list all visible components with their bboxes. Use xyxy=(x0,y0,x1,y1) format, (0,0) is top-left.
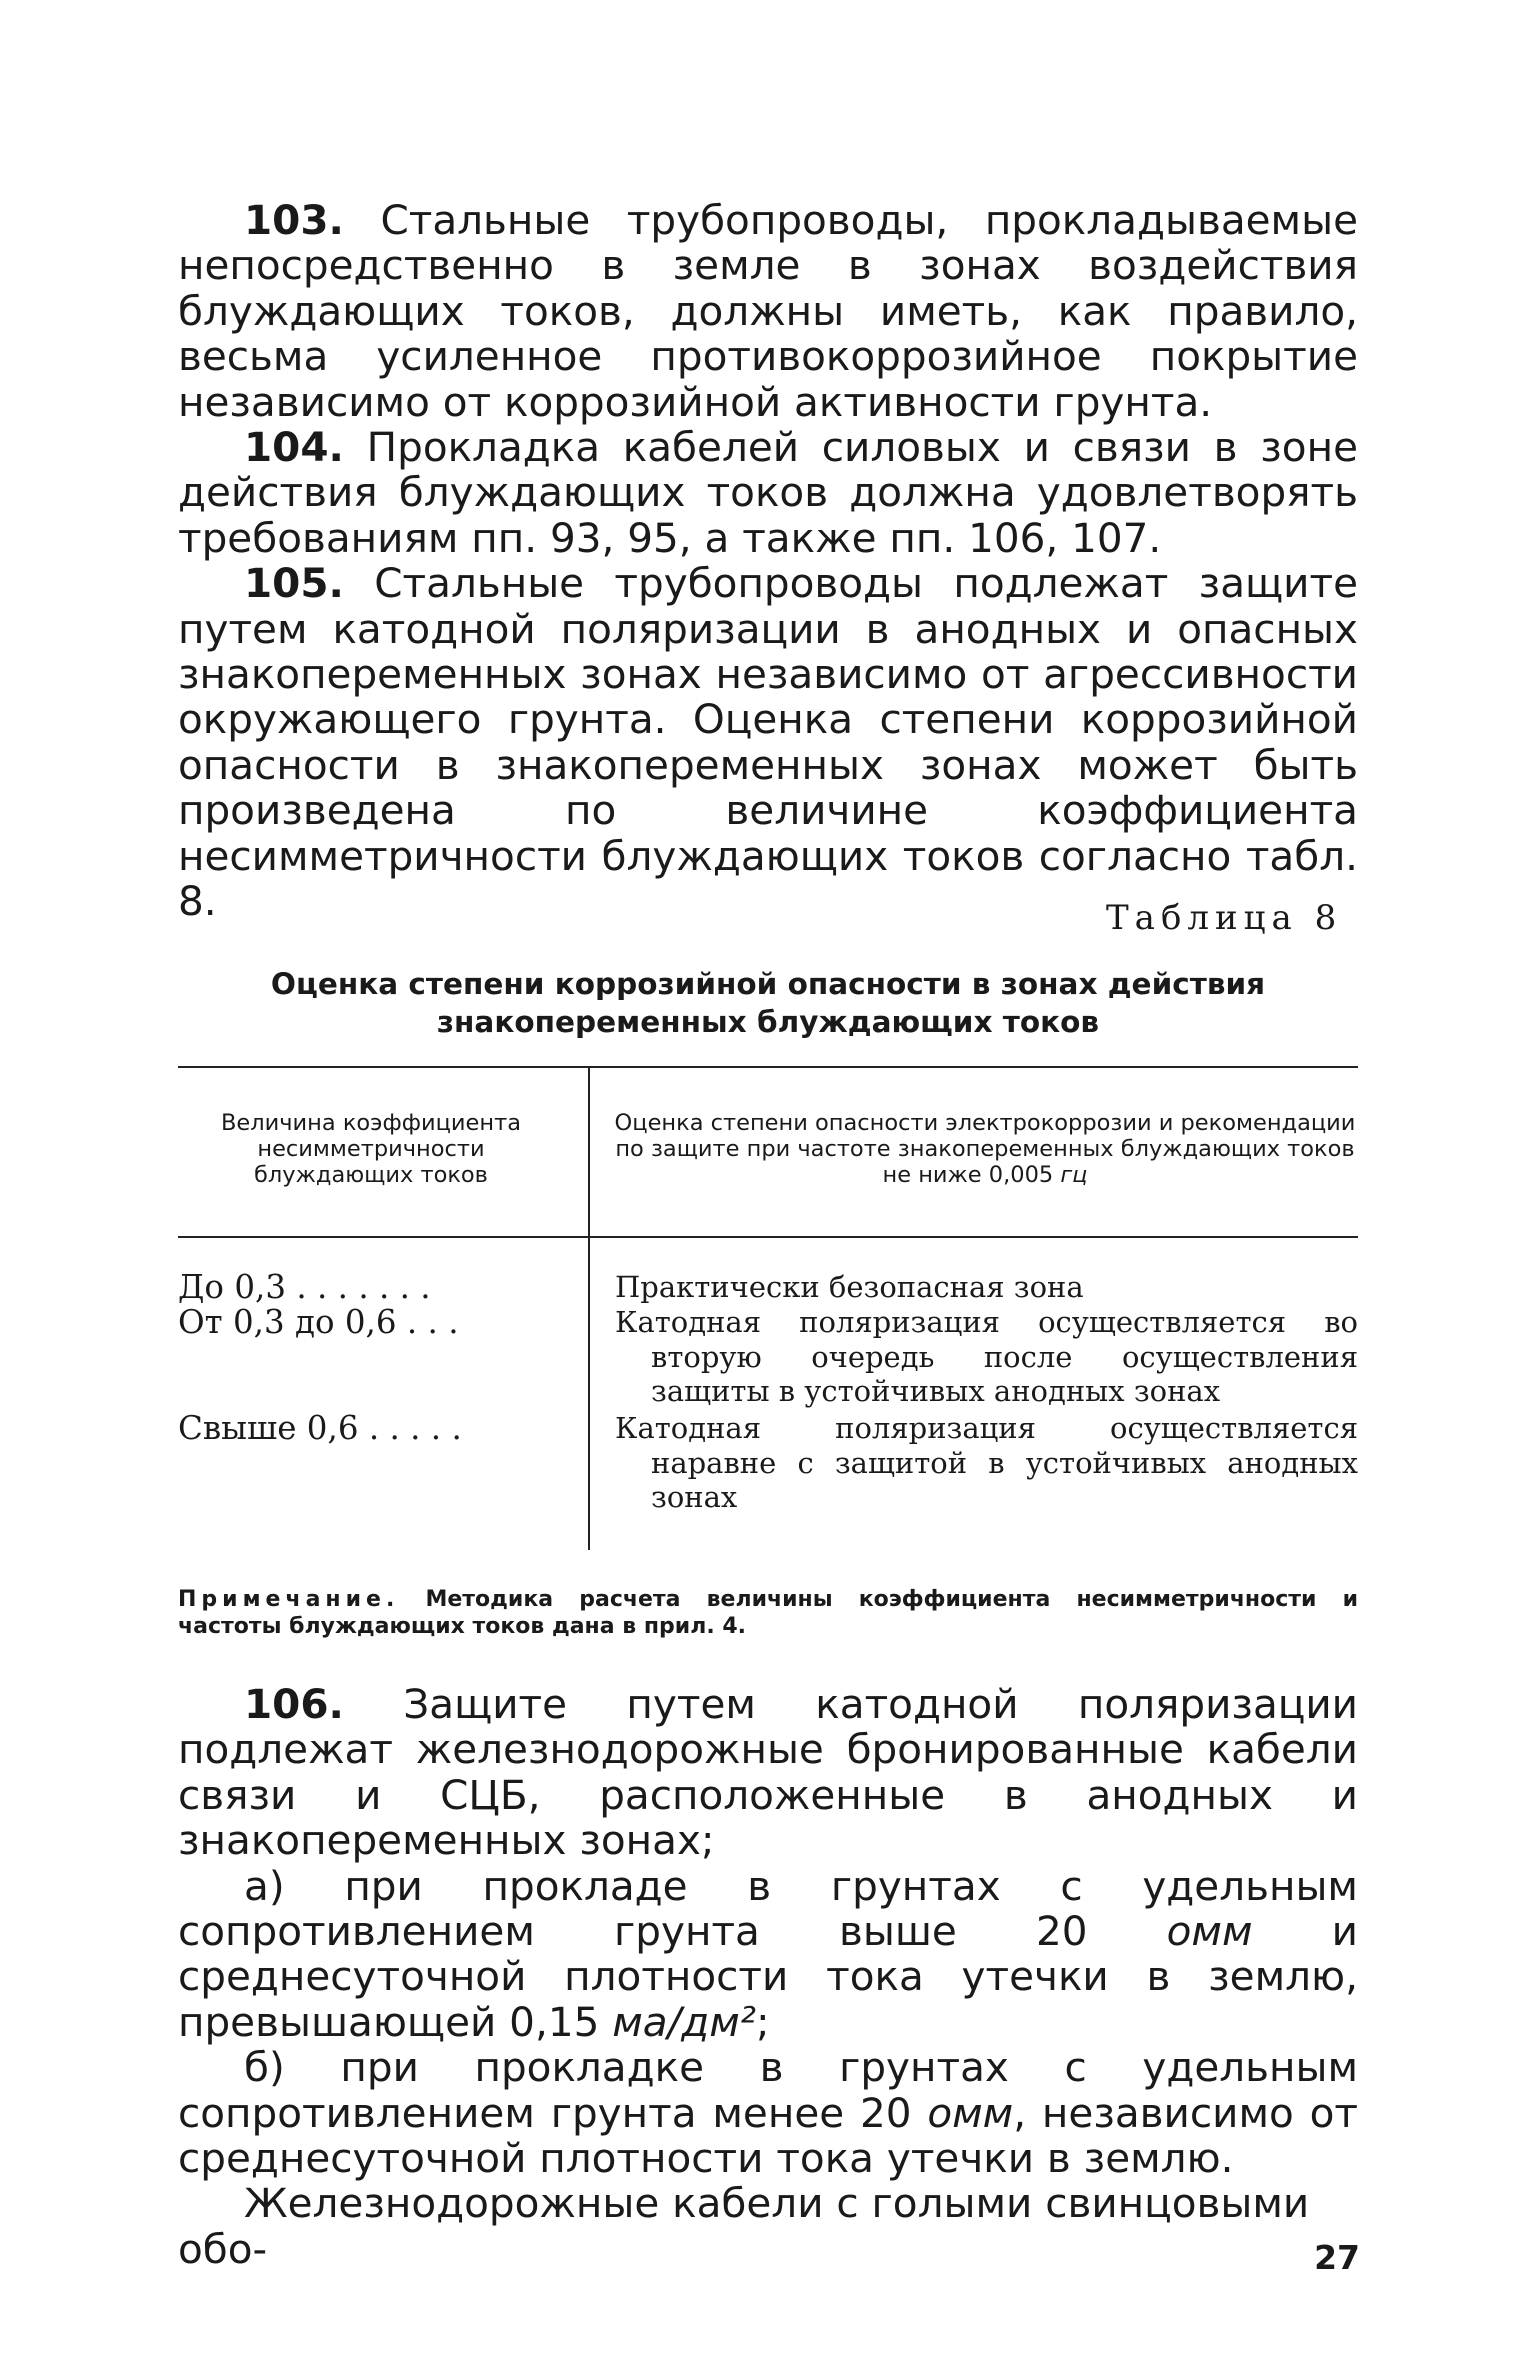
table-body-divider xyxy=(588,1238,590,1550)
table-row-3-assessment: Катодная поляризация осуществляется наравне с защитой в устойчивых анодных зонах xyxy=(615,1411,1358,1514)
paragraph-104 xyxy=(178,425,1358,561)
table-header-divider xyxy=(588,1066,590,1236)
paragraph-105 xyxy=(178,561,1358,924)
table-row-1-value: До 0,3 . . . . . . . xyxy=(178,1268,431,1306)
paragraph-number: 105. xyxy=(244,559,344,608)
table-caption: Оценка степени коррозийной опасности в зонах действия знакопеременных блуждающих токов xyxy=(270,967,1266,1039)
body-text-bottom xyxy=(178,1682,1358,2272)
table-row-1-assessment: Практически безопасная зона xyxy=(615,1270,1084,1304)
table-header-coefficient: Величина коэффициента несимметричности блуждающих токов xyxy=(220,1110,522,1188)
table-label: Таблица 8 xyxy=(1106,898,1343,938)
table-row-2-value: От 0,3 до 0,6 . . . xyxy=(178,1303,459,1341)
table-header-assessment: Оценка степени опасности электрокоррозии и рекомендации по защите при частоте знакопеременных блуждающих токов не ниже 0,005 гц xyxy=(614,1110,1356,1188)
body-text-top xyxy=(178,198,1358,925)
table-top-rule xyxy=(178,1066,1358,1068)
table-note xyxy=(178,1587,1358,1640)
note-label: Примечание. xyxy=(178,1587,400,1612)
table-header-rule xyxy=(178,1236,1358,1238)
paragraph-text: Прокладка кабелей силовых и связи в зоне действия блуждающих токов должна удовлетворять требованиям пп. 93, 95, а также пп. 106, 107. xyxy=(178,423,1358,562)
paragraph-continued: Железнодорожные кабели с голыми свинцовыми обо- xyxy=(178,2179,1310,2273)
paragraph-number: 104. xyxy=(244,423,344,472)
note-text: Методика расчета величины коэффициента несимметричности и частоты блуждающих токов дана в прил. 4. xyxy=(178,1587,1358,1639)
paragraph-103 xyxy=(178,198,1358,425)
unit-hz: гц xyxy=(1060,1162,1088,1188)
paragraph-number: 103. xyxy=(244,196,344,244)
table-row-3-value: Свыше 0,6 . . . . . xyxy=(178,1409,462,1447)
page-number: 27 xyxy=(1314,2238,1360,2277)
paragraph-text: Стальные трубопроводы подлежат защите путем катодной поляризации в анодных и опасных знакопеременных зонах независимо от агрессивности окружающего грунта. Оценка степени коррозийной опасности в знакопеременных зонах может быть произведена по величине коэффициента несимметричности блуждающих токов согласно табл. 8. xyxy=(178,559,1358,926)
paragraph-106-a: а) при прокладе в грунтах с удельным сопротивлением грунта выше 20 омм и среднесуточной плотности тока утечки в землю, превышающей 0,15 ма/дм²; xyxy=(178,1861,1358,2046)
paragraph-106: 106. Защите путем катодной поляризации подлежат железнодорожные бронированные кабели связи и СЦБ, расположенные в анодных и знакопеременных зонах; xyxy=(178,1680,1358,1865)
paragraph-106-b: б) при прокладке в грунтах с удельным сопротивлением грунта менее 20 омм, независимо от среднесуточной плотности тока утечки в землю. xyxy=(178,2043,1358,2183)
paragraph-number: 106. xyxy=(244,1680,344,1728)
paragraph-text: Стальные трубопроводы, прокладываемые непосредственно в земле в зонах воздействия блуждающих токов, должны иметь, как правило, весьма усиленное противокоррозийное покрытие независимо от коррозийной активности грунта. xyxy=(178,196,1358,426)
table-row-2-assessment: Катодная поляризация осуществляется во вторую очередь после осуществления защиты в устойчивых анодных зонах xyxy=(615,1305,1358,1408)
